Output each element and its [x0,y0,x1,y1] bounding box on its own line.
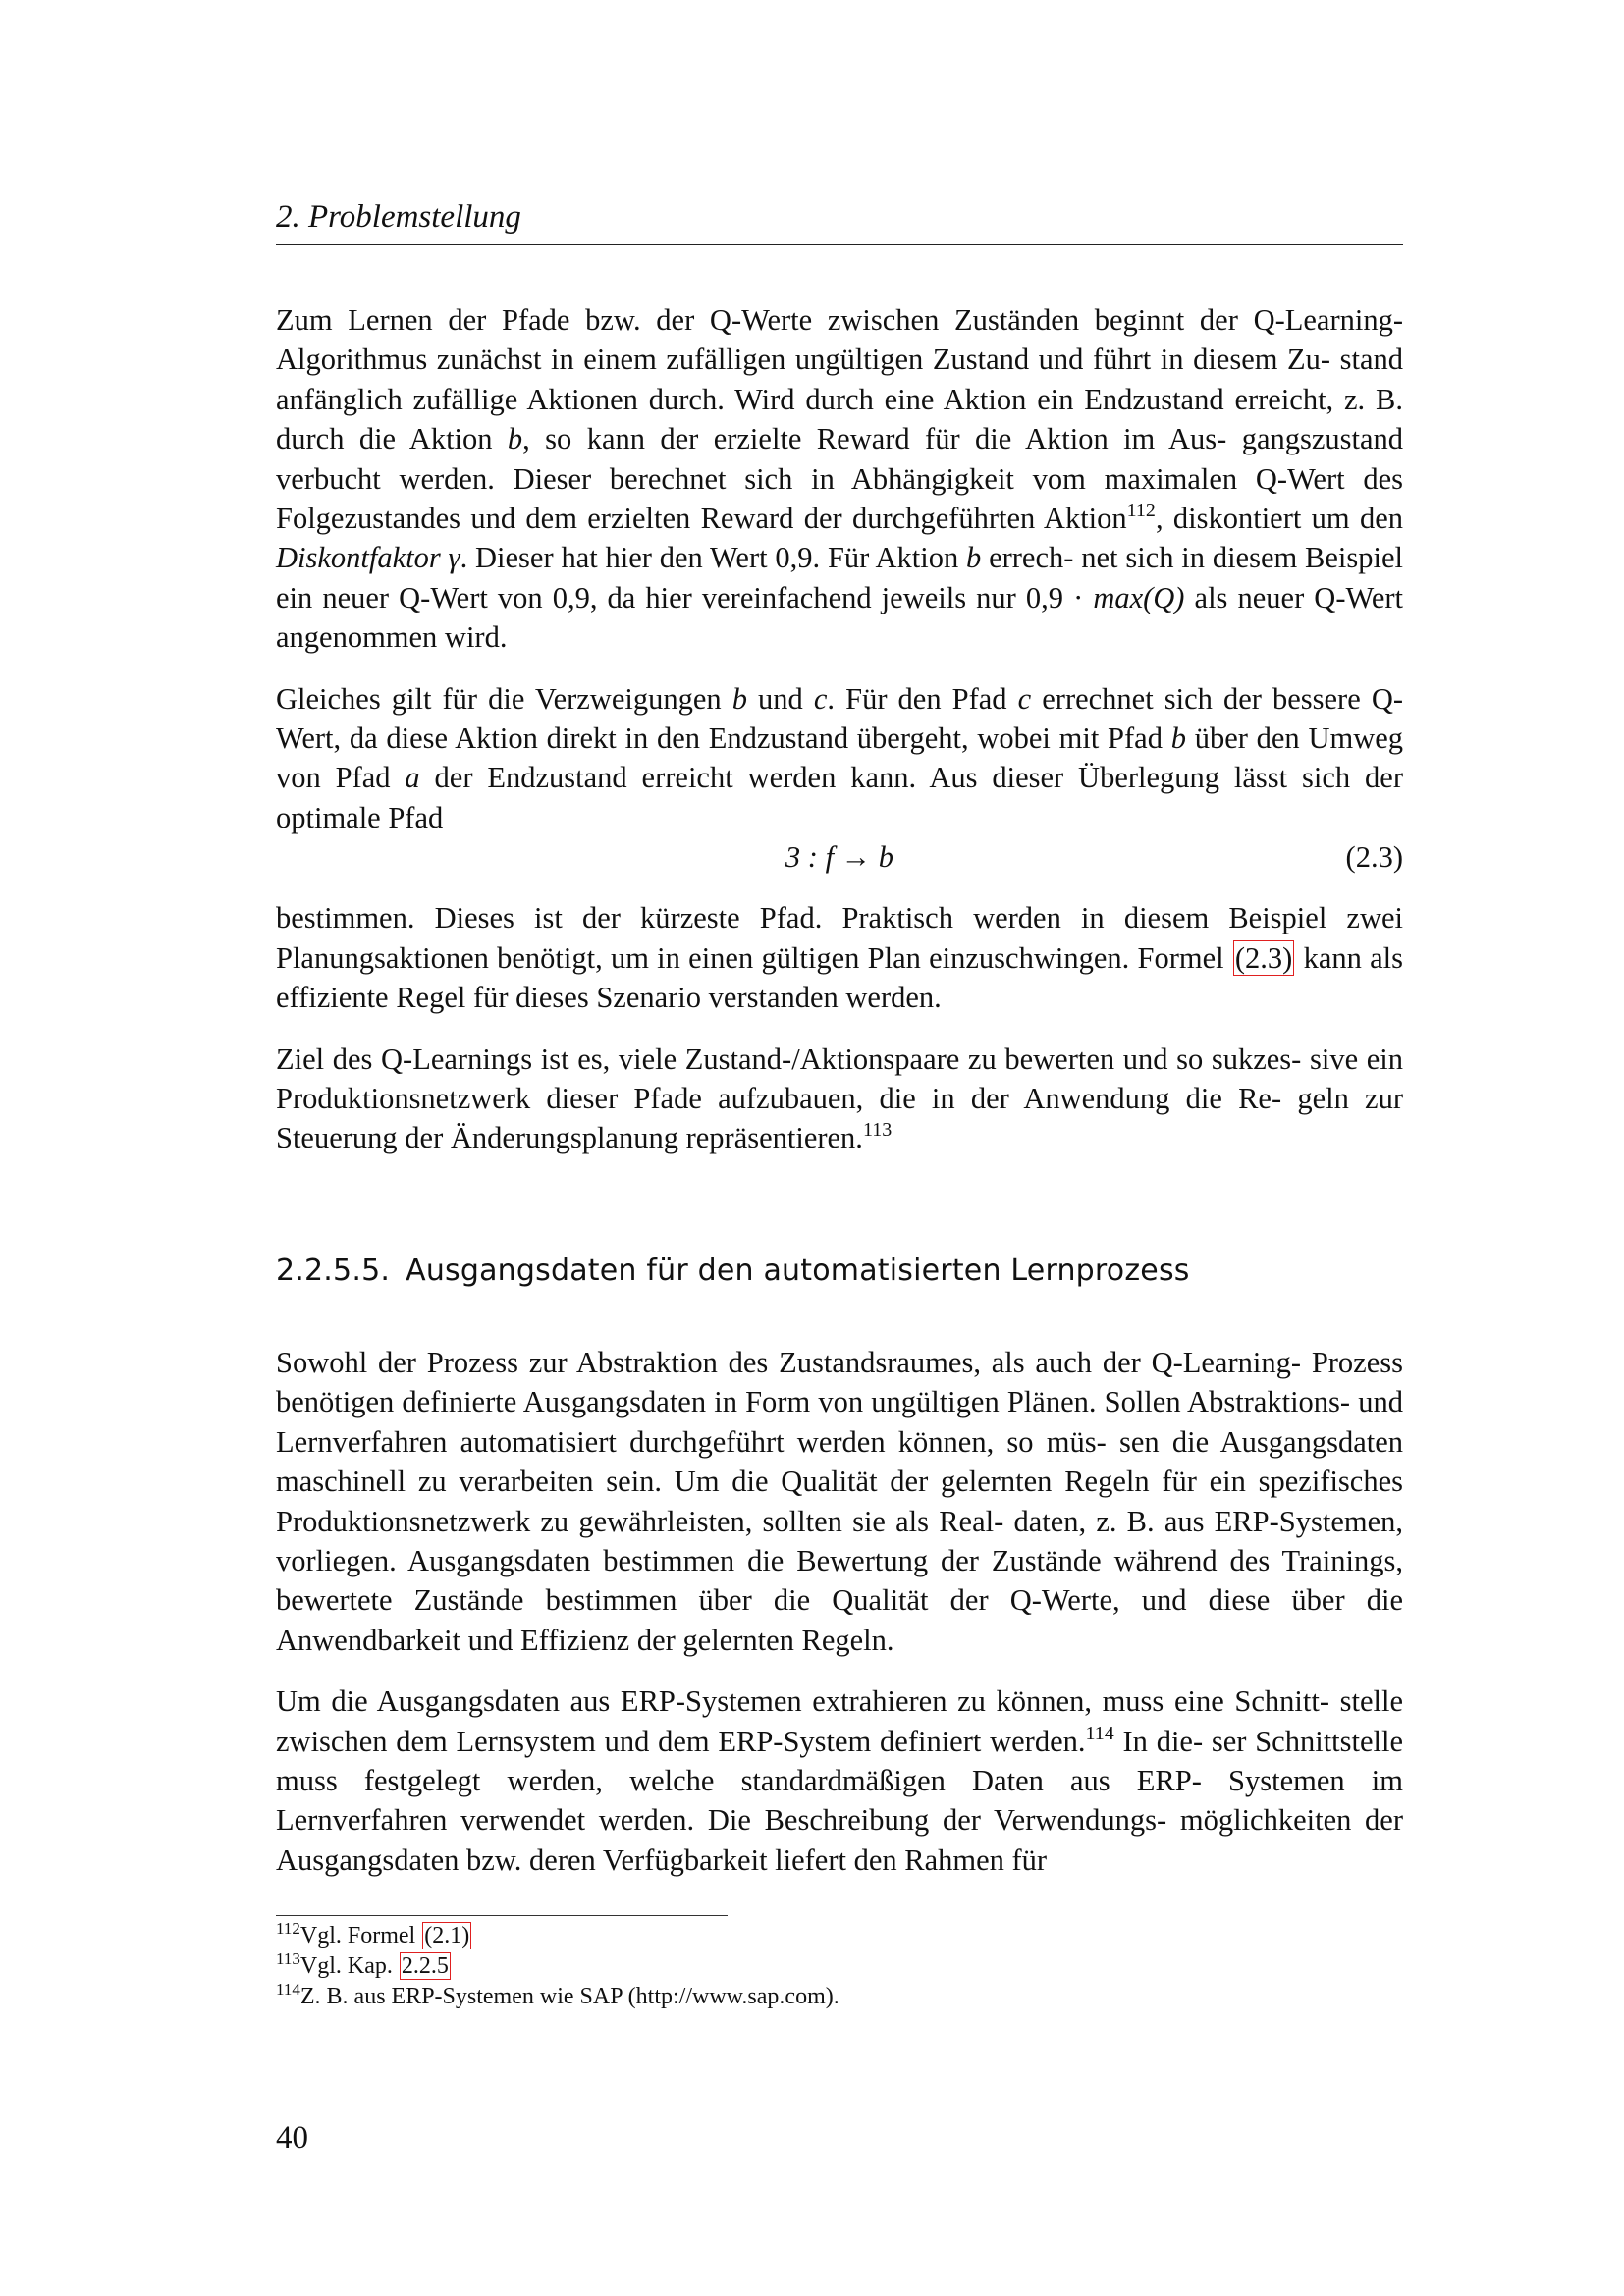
paragraph: Gleiches gilt für die Verzweigungen b und c. Für den Pfad c errechnet sich der bessere Q-Wert, da diese Aktion direkt in den Endzustand übergeht, wobei mit Pfad b über den Umweg von Pfad a der Endzustand erreicht werden kann. Aus dieser Überlegung lässt sich der optimale Pfad [276,681,1404,834]
equation [276,837,1403,877]
header-rule [276,244,1403,245]
footnote: $^{113}$Vgl. Kap. 2.2.5 [276,1949,449,1979]
footnotes [276,1921,1403,2012]
footnote-marker[interactable]: 113 [862,1119,893,1142]
paragraph: Sowohl der Prozess zur Abstraktion des Zustandsraumes, als auch der Q-Learning- Prozess benötigen definierte Ausgangsdaten in Form von ungültigen Plänen. Sollen Abstraktions- und Lernverfahren automatisiert durchgeführt werden können, so müs- sen die Ausgangsdaten maschinell zu verarbeiten sein. Um die Qualität der gelernten Regeln für ein spezifisches Produktionsnetzwerk zu gewährleisten, sollten sie als Real- daten, z. B. aus ERP-Systemen, vorliegen. Ausgangsdaten bestimmen die Bewertung der Zustände während des Trainings, bewertete Zustände bestimmen über die Qualität der Q-Werte, und diese über die Anwendbarkeit und Effizienz der gelernten Regeln. [276,1346,1404,1657]
equation-number: (2.3) [1345,840,1403,875]
formula-reference-link[interactable]: (2.1) [424,1923,470,1949]
footnote-rule [276,1915,728,1916]
paragraph: Zum Lernen der Pfade bzw. der Q-Werte zwischen Zuständen beginnt der Q-Learning- Algorithmus zunächst in einem zufälligen ungültigen Zustand und führt in diesem Zu- stand anfänglich zufällige Aktionen durch. Wird durch eine Aktion ein Endzustand erreicht, z. B. durch die Aktion b, so kann der erzielte Reward für die Aktion im Aus- gangszustand verbucht werden. Dieser berechnet sich in Abhängigkeit vom maximalen Q-Wert des Folgezustandes und dem erzielten Reward der durchgeführten Aktion$^{112}$, diskontiert um den Diskontfaktor γ. Dieser hat hier den Wert 0,9. Für Aktion b errech- net sich in diesem Beispiel ein neuer Q-Wert von 0,9, da hier vereinfachend jeweils nur 0,9 · max(Q) als neuer Q-Wert angenommen wird. [276,303,1404,655]
footnote-marker[interactable]: 114 [1085,1722,1114,1744]
document-page [276,0,1403,2296]
chapter-reference-link[interactable]: 2.2.5 [401,1953,449,1979]
body-upper [276,300,1403,1158]
equation-body: 3 : f → b [785,840,894,875]
section-title: Ausgangsdaten für den automatisierten Lernprozess [406,1254,1190,1288]
paragraph: bestimmen. Dieses ist der kürzeste Pfad. Praktisch werden in diesem Beispiel zwei Planungsaktionen benötigt, um in einen gültigen Plan einzuschwingen. Formel (2.3) kann als effiziente Regel für dieses Szenario verstanden werden. [276,901,1404,1015]
section-number: 2.2.5.5. [276,1254,391,1288]
running-head: 2. Problemstellung [276,199,521,235]
equation-reference-link[interactable]: (2.3) [1234,940,1293,975]
footnote: $^{112}$Vgl. Formel (2.1) [276,1919,470,1949]
footnote-marker[interactable]: 112 [1126,500,1156,522]
footnote: $^{114}$Z. B. aus ERP-Systemen wie SAP (http://www.sap.com). [276,1980,839,2009]
term-discount-factor: Diskontfaktor γ [276,541,460,575]
body-lower [276,1343,1403,1880]
page-number: 40 [276,2120,308,2156]
paragraph: Ziel des Q-Learnings ist es, viele Zustand-/Aktionspaare zu bewerten und so sukzes- sive ein Produktionsnetzwerk dieser Pfade aufzubauen, die in der Anwendung die Re- geln zur Steuerung der Änderungsplanung repräsentieren.$^{113}$ [276,1041,1404,1155]
paragraph: Um die Ausgangsdaten aus ERP-Systemen extrahieren zu können, muss eine Schnitt- stelle zwischen dem Lernsystem und dem ERP-System definiert werden.$^{114}$ In die- ser Schnittstelle muss festgelegt werden, welche standardmäßigen Daten aus ERP- Systemen im Lernverfahren verwendet werden. Die Beschreibung der Verwendungs- möglichkeiten der Ausgangsdaten bzw. deren Verfügbarkeit liefert den Rahmen für [276,1684,1404,1877]
section-heading [276,1252,1403,1291]
